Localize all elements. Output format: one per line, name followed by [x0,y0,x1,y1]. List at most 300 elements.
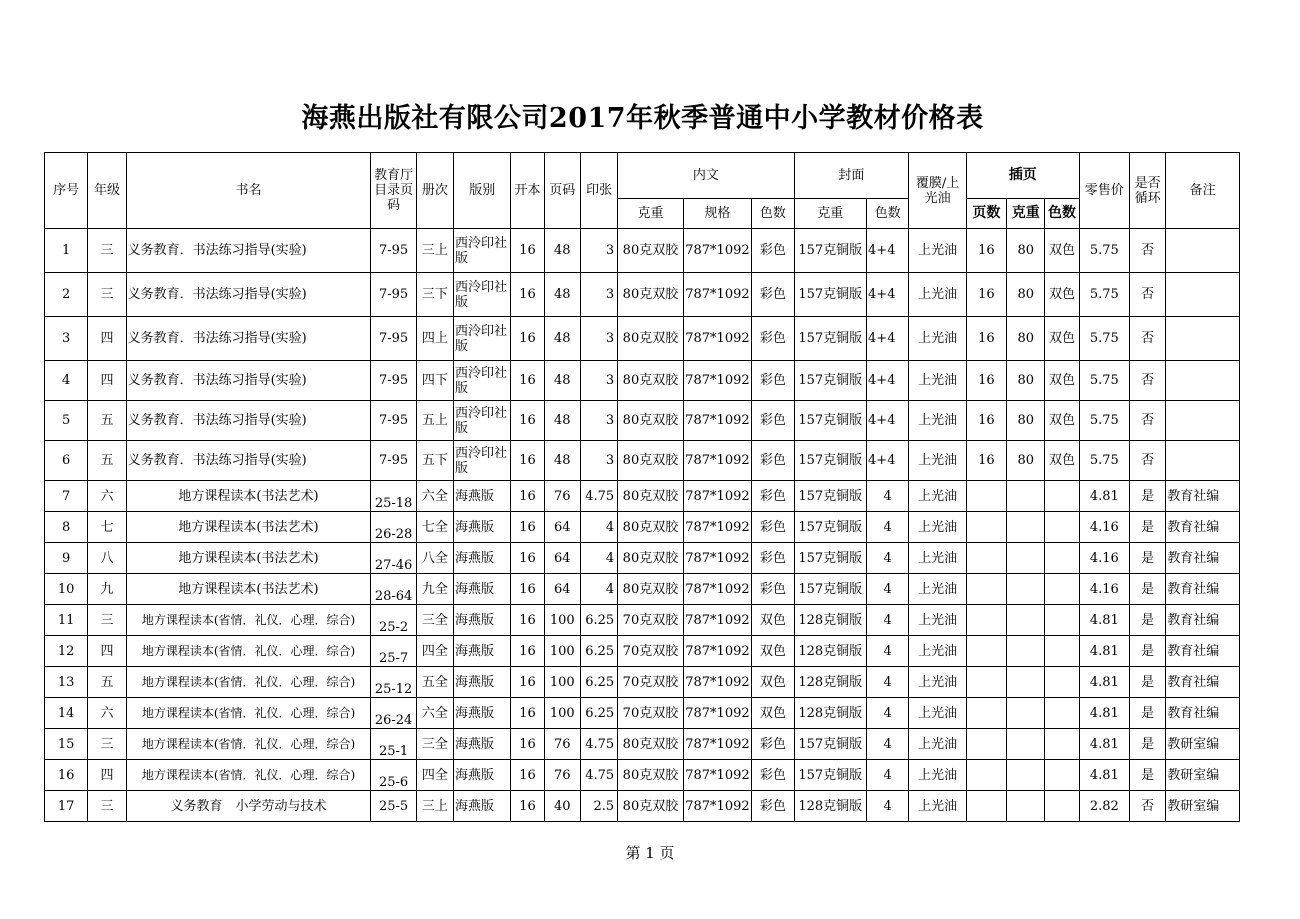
cell-grade: 四 [88,636,126,667]
table-row [45,512,1240,543]
cell-cover-color: 4+4 [867,317,909,361]
cell-inner-weight: 80克双胶 [618,273,683,317]
cell-catalog: 25-12 [371,667,416,698]
cell-format: 16 [511,481,544,512]
cell-catalog: 7-95 [371,273,416,317]
cell-cycle: 是 [1130,760,1166,791]
cell-cover-color: 4 [867,698,909,729]
cell-insert-color [1045,791,1079,822]
cell-insert-pages [966,512,1006,543]
cell-format: 16 [511,667,544,698]
cell-insert-color: 双色 [1045,273,1079,317]
cell-lamination: 上光油 [909,512,966,543]
cell-format: 16 [511,273,544,317]
cell-sheets: 3 [580,401,617,441]
cell-seq: 9 [45,543,88,574]
cell-lamination: 上光油 [909,273,966,317]
cell-catalog: 25-6 [371,760,416,791]
cell-name: 义务教育．书法练习指导(实验) [126,361,371,401]
table-row [45,760,1240,791]
cell-edition: 海燕版 [454,574,511,605]
cell-note [1166,441,1240,481]
cell-lamination: 上光油 [909,574,966,605]
cell-price: 5.75 [1079,361,1129,401]
cell-sheets: 3 [580,361,617,401]
cell-price: 4.81 [1079,760,1129,791]
cell-edition: 海燕版 [454,729,511,760]
table-row [45,401,1240,441]
cell-cover-color: 4+4 [867,361,909,401]
cell-name: 地方课程读本(书法艺术) [126,481,371,512]
cell-insert-weight: 80 [1007,273,1045,317]
cell-volume: 四下 [416,361,453,401]
cell-grade: 四 [88,317,126,361]
cell-inner-color: 彩色 [752,543,794,574]
cell-cycle: 是 [1130,574,1166,605]
cell-insert-color [1045,574,1079,605]
header-catalog: 教育厅目录页码 [371,153,416,229]
cell-name: 地方课程读本(省情．礼仪．心理．综合) [126,760,371,791]
cell-volume: 九全 [416,574,453,605]
cell-name: 地方课程读本(书法艺术) [126,574,371,605]
cell-cover-color: 4 [867,605,909,636]
cell-volume: 四全 [416,760,453,791]
cell-lamination: 上光油 [909,760,966,791]
header-note: 备注 [1166,153,1240,229]
cell-insert-weight [1007,481,1045,512]
cell-cover-color: 4 [867,574,909,605]
cell-cover-weight: 157克铜版 [794,317,867,361]
cell-catalog: 7-95 [371,317,416,361]
cell-price: 4.81 [1079,729,1129,760]
cell-volume: 五下 [416,441,453,481]
cell-volume: 五全 [416,667,453,698]
cell-grade: 六 [88,698,126,729]
cell-seq: 4 [45,361,88,401]
cell-cover-color: 4 [867,481,909,512]
cell-cycle: 否 [1130,441,1166,481]
cell-insert-color [1045,729,1079,760]
cell-format: 16 [511,760,544,791]
table-row [45,229,1240,273]
cell-volume: 三下 [416,273,453,317]
cell-cycle: 否 [1130,401,1166,441]
cell-lamination: 上光油 [909,543,966,574]
cell-insert-pages [966,729,1006,760]
cell-lamination: 上光油 [909,317,966,361]
cell-sheets: 4.75 [580,481,617,512]
table-row [45,636,1240,667]
cell-insert-weight: 80 [1007,229,1045,273]
cell-cycle: 否 [1130,791,1166,822]
cell-inner-color: 双色 [752,636,794,667]
cell-inner-spec: 787*1092 [683,605,752,636]
cell-insert-weight [1007,791,1045,822]
cell-inner-color: 彩色 [752,441,794,481]
table-row [45,273,1240,317]
cell-format: 16 [511,229,544,273]
cell-insert-color [1045,605,1079,636]
cell-cover-color: 4 [867,667,909,698]
cell-seq: 12 [45,636,88,667]
cell-inner-color: 双色 [752,605,794,636]
cell-name: 义务教育．书法练习指导(实验) [126,229,371,273]
cell-pages: 64 [544,543,580,574]
cell-inner-color: 彩色 [752,574,794,605]
cell-cycle: 否 [1130,361,1166,401]
header-inner-weight: 克重 [618,199,683,229]
header-insert-pages: 页数 [966,199,1006,229]
cell-insert-color [1045,760,1079,791]
cell-volume: 四全 [416,636,453,667]
cell-inner-color: 彩色 [752,481,794,512]
cell-edition: 西泠印社版 [454,441,511,481]
cell-format: 16 [511,574,544,605]
cell-insert-pages [966,760,1006,791]
cell-cover-weight: 157克铜版 [794,229,867,273]
cell-name: 地方课程读本(书法艺术) [126,543,371,574]
cell-inner-spec: 787*1092 [683,317,752,361]
cell-sheets: 4 [580,512,617,543]
cell-cover-weight: 157克铜版 [794,543,867,574]
cell-price: 4.81 [1079,481,1129,512]
cell-inner-weight: 80克双胶 [618,512,683,543]
cell-edition: 西泠印社版 [454,401,511,441]
cell-insert-color [1045,512,1079,543]
cell-lamination: 上光油 [909,605,966,636]
cell-insert-pages: 16 [966,401,1006,441]
cell-format: 16 [511,791,544,822]
cell-inner-weight: 80克双胶 [618,791,683,822]
cell-note: 教育社编 [1166,574,1240,605]
cell-grade: 四 [88,760,126,791]
page-title: 海燕出版社有限公司2017年秋季普通中小学教材价格表 [301,103,984,134]
cell-cover-color: 4+4 [867,273,909,317]
cell-insert-weight [1007,605,1045,636]
cell-lamination: 上光油 [909,698,966,729]
cell-format: 16 [511,543,544,574]
table-row [45,441,1240,481]
cell-catalog: 25-2 [371,605,416,636]
cell-inner-weight: 70克双胶 [618,667,683,698]
cell-sheets: 6.25 [580,636,617,667]
header-lamination: 覆膜/上光油 [909,153,966,229]
table-row [45,791,1240,822]
cell-seq: 2 [45,273,88,317]
cell-volume: 八全 [416,543,453,574]
cell-lamination: 上光油 [909,791,966,822]
cell-name: 义务教育．书法练习指导(实验) [126,441,371,481]
cell-price: 5.75 [1079,229,1129,273]
cell-insert-color [1045,667,1079,698]
cell-format: 16 [511,441,544,481]
cell-cover-weight: 157克铜版 [794,441,867,481]
cell-cover-color: 4+4 [867,229,909,273]
cell-cycle: 是 [1130,698,1166,729]
cell-pages: 76 [544,481,580,512]
cell-inner-spec: 787*1092 [683,361,752,401]
cell-price: 4.16 [1079,574,1129,605]
cell-seq: 1 [45,229,88,273]
cell-sheets: 4 [580,574,617,605]
cell-pages: 64 [544,512,580,543]
cell-price: 5.75 [1079,317,1129,361]
cell-cover-weight: 157克铜版 [794,481,867,512]
cell-format: 16 [511,361,544,401]
cell-catalog: 26-28 [371,512,416,543]
cell-inner-color: 彩色 [752,512,794,543]
cell-edition: 海燕版 [454,791,511,822]
cell-sheets: 3 [580,317,617,361]
cell-edition: 海燕版 [454,543,511,574]
cell-lamination: 上光油 [909,481,966,512]
cell-grade: 五 [88,401,126,441]
cell-cycle: 否 [1130,317,1166,361]
cell-sheets: 4.75 [580,729,617,760]
cell-inner-spec: 787*1092 [683,543,752,574]
cell-cover-weight: 128克铜版 [794,636,867,667]
cell-insert-pages [966,605,1006,636]
cell-edition: 海燕版 [454,481,511,512]
cell-cover-color: 4 [867,760,909,791]
cell-name: 地方课程读本(省情．礼仪．心理．综合) [126,729,371,760]
cell-inner-spec: 787*1092 [683,667,752,698]
table-row [45,605,1240,636]
cell-inner-spec: 787*1092 [683,791,752,822]
cell-insert-weight [1007,636,1045,667]
cell-pages: 100 [544,698,580,729]
cell-inner-weight: 80克双胶 [618,543,683,574]
cell-pages: 100 [544,636,580,667]
cell-grade: 六 [88,481,126,512]
cell-sheets: 4.75 [580,760,617,791]
cell-inner-weight: 70克双胶 [618,636,683,667]
cell-inner-weight: 80克双胶 [618,760,683,791]
cell-seq: 14 [45,698,88,729]
cell-catalog: 25-5 [371,791,416,822]
cell-lamination: 上光油 [909,667,966,698]
cell-note [1166,401,1240,441]
cell-insert-pages [966,667,1006,698]
cell-price: 4.81 [1079,605,1129,636]
cell-name: 地方课程读本(书法艺术) [126,512,371,543]
cell-inner-spec: 787*1092 [683,481,752,512]
cell-name: 义务教育．书法练习指导(实验) [126,273,371,317]
cell-inner-weight: 80克双胶 [618,317,683,361]
cell-inner-weight: 80克双胶 [618,401,683,441]
cell-volume: 六全 [416,481,453,512]
cell-cover-weight: 157克铜版 [794,574,867,605]
cell-cover-color: 4 [867,791,909,822]
cell-note: 教研室编 [1166,729,1240,760]
cell-inner-color: 彩色 [752,317,794,361]
cell-inner-spec: 787*1092 [683,273,752,317]
cell-seq: 11 [45,605,88,636]
cell-volume: 三全 [416,605,453,636]
cell-name: 义务教育 小学劳动与技术 [126,791,371,822]
cell-inner-weight: 80克双胶 [618,441,683,481]
cell-inner-weight: 80克双胶 [618,729,683,760]
cell-name: 地方课程读本(省情．礼仪．心理．综合) [126,636,371,667]
cell-inner-color: 彩色 [752,791,794,822]
cell-format: 16 [511,698,544,729]
cell-cover-color: 4 [867,636,909,667]
header-format: 开本 [511,153,544,229]
header-edition: 版别 [454,153,511,229]
cell-insert-weight [1007,760,1045,791]
cell-pages: 100 [544,667,580,698]
cell-seq: 16 [45,760,88,791]
cell-cycle: 是 [1130,605,1166,636]
header-pages: 页码 [544,153,580,229]
cell-catalog: 25-18 [371,481,416,512]
header-name: 书名 [126,153,371,229]
cell-grade: 五 [88,667,126,698]
cell-name: 地方课程读本(省情．礼仪．心理．综合) [126,667,371,698]
cell-note [1166,317,1240,361]
cell-seq: 15 [45,729,88,760]
cell-inner-spec: 787*1092 [683,401,752,441]
cell-cover-weight: 128克铜版 [794,605,867,636]
cell-cover-weight: 157克铜版 [794,273,867,317]
cell-edition: 西泠印社版 [454,317,511,361]
cell-pages: 48 [544,229,580,273]
cell-sheets: 3 [580,273,617,317]
cell-edition: 海燕版 [454,667,511,698]
cell-pages: 48 [544,317,580,361]
cell-cycle: 是 [1130,543,1166,574]
cell-pages: 64 [544,574,580,605]
price-table [44,152,1240,822]
cell-insert-weight: 80 [1007,401,1045,441]
cell-seq: 13 [45,667,88,698]
header-price: 零售价 [1079,153,1129,229]
cell-note: 教育社编 [1166,605,1240,636]
cell-inner-spec: 787*1092 [683,512,752,543]
cell-inner-spec: 787*1092 [683,760,752,791]
cell-cycle: 否 [1130,273,1166,317]
cell-insert-weight: 80 [1007,317,1045,361]
table-row [45,543,1240,574]
cell-edition: 海燕版 [454,605,511,636]
cell-seq: 5 [45,401,88,441]
header-inner: 内文 [618,153,794,199]
cell-cover-weight: 157克铜版 [794,401,867,441]
header-grade: 年级 [88,153,126,229]
cell-pages: 76 [544,760,580,791]
table-row [45,698,1240,729]
cell-inner-spec: 787*1092 [683,229,752,273]
cell-inner-color: 彩色 [752,760,794,791]
cell-note: 教研室编 [1166,791,1240,822]
cell-edition: 海燕版 [454,698,511,729]
cell-insert-pages: 16 [966,441,1006,481]
cell-inner-color: 彩色 [752,361,794,401]
table-header [45,153,1240,229]
cell-lamination: 上光油 [909,229,966,273]
cell-edition: 海燕版 [454,760,511,791]
cell-insert-weight [1007,667,1045,698]
cell-cover-weight: 128克铜版 [794,667,867,698]
cell-cover-color: 4 [867,543,909,574]
cell-inner-spec: 787*1092 [683,441,752,481]
cell-name: 地方课程读本(省情．礼仪．心理．综合) [126,605,371,636]
cell-cover-color: 4 [867,729,909,760]
cell-grade: 五 [88,441,126,481]
cell-insert-pages [966,698,1006,729]
cell-grade: 三 [88,791,126,822]
cell-lamination: 上光油 [909,361,966,401]
cell-price: 5.75 [1079,273,1129,317]
cell-price: 4.16 [1079,543,1129,574]
cell-pages: 48 [544,273,580,317]
header-cover-color: 色数 [867,199,909,229]
cell-price: 5.75 [1079,401,1129,441]
cell-seq: 8 [45,512,88,543]
cell-seq: 3 [45,317,88,361]
cell-sheets: 2.5 [580,791,617,822]
cell-grade: 八 [88,543,126,574]
cell-format: 16 [511,512,544,543]
cell-insert-pages [966,636,1006,667]
cell-catalog: 27-46 [371,543,416,574]
table-row [45,729,1240,760]
table-row [45,667,1240,698]
cell-pages: 40 [544,791,580,822]
header-sheets: 印张 [580,153,617,229]
cell-insert-pages: 16 [966,361,1006,401]
cell-cover-weight: 128克铜版 [794,791,867,822]
cell-grade: 三 [88,605,126,636]
cell-insert-color: 双色 [1045,317,1079,361]
cell-note: 教育社编 [1166,667,1240,698]
cell-grade: 七 [88,512,126,543]
cell-inner-spec: 787*1092 [683,636,752,667]
header-cover: 封面 [794,153,909,199]
cell-insert-color: 双色 [1045,441,1079,481]
cell-sheets: 6.25 [580,667,617,698]
cell-sheets: 3 [580,229,617,273]
cell-note: 教育社编 [1166,481,1240,512]
table-row [45,481,1240,512]
cell-insert-color: 双色 [1045,401,1079,441]
cell-inner-weight: 80克双胶 [618,361,683,401]
cell-grade: 四 [88,361,126,401]
cell-note [1166,229,1240,273]
cell-insert-pages [966,574,1006,605]
cell-inner-weight: 80克双胶 [618,574,683,605]
cell-volume: 三上 [416,229,453,273]
cell-inner-color: 彩色 [752,273,794,317]
cell-note [1166,273,1240,317]
cell-name: 义务教育．书法练习指导(实验) [126,401,371,441]
cell-sheets: 6.25 [580,698,617,729]
cell-volume: 三上 [416,791,453,822]
cell-cover-color: 4+4 [867,441,909,481]
header-insert: 插页 [966,153,1079,199]
cell-catalog: 7-95 [371,229,416,273]
cell-cover-weight: 157克铜版 [794,361,867,401]
header-inner-color: 色数 [752,199,794,229]
cell-pages: 100 [544,605,580,636]
header-volume: 册次 [416,153,453,229]
cell-inner-spec: 787*1092 [683,698,752,729]
cell-cycle: 是 [1130,729,1166,760]
cell-cycle: 是 [1130,481,1166,512]
cell-volume: 四上 [416,317,453,361]
cell-insert-weight [1007,698,1045,729]
cell-lamination: 上光油 [909,636,966,667]
